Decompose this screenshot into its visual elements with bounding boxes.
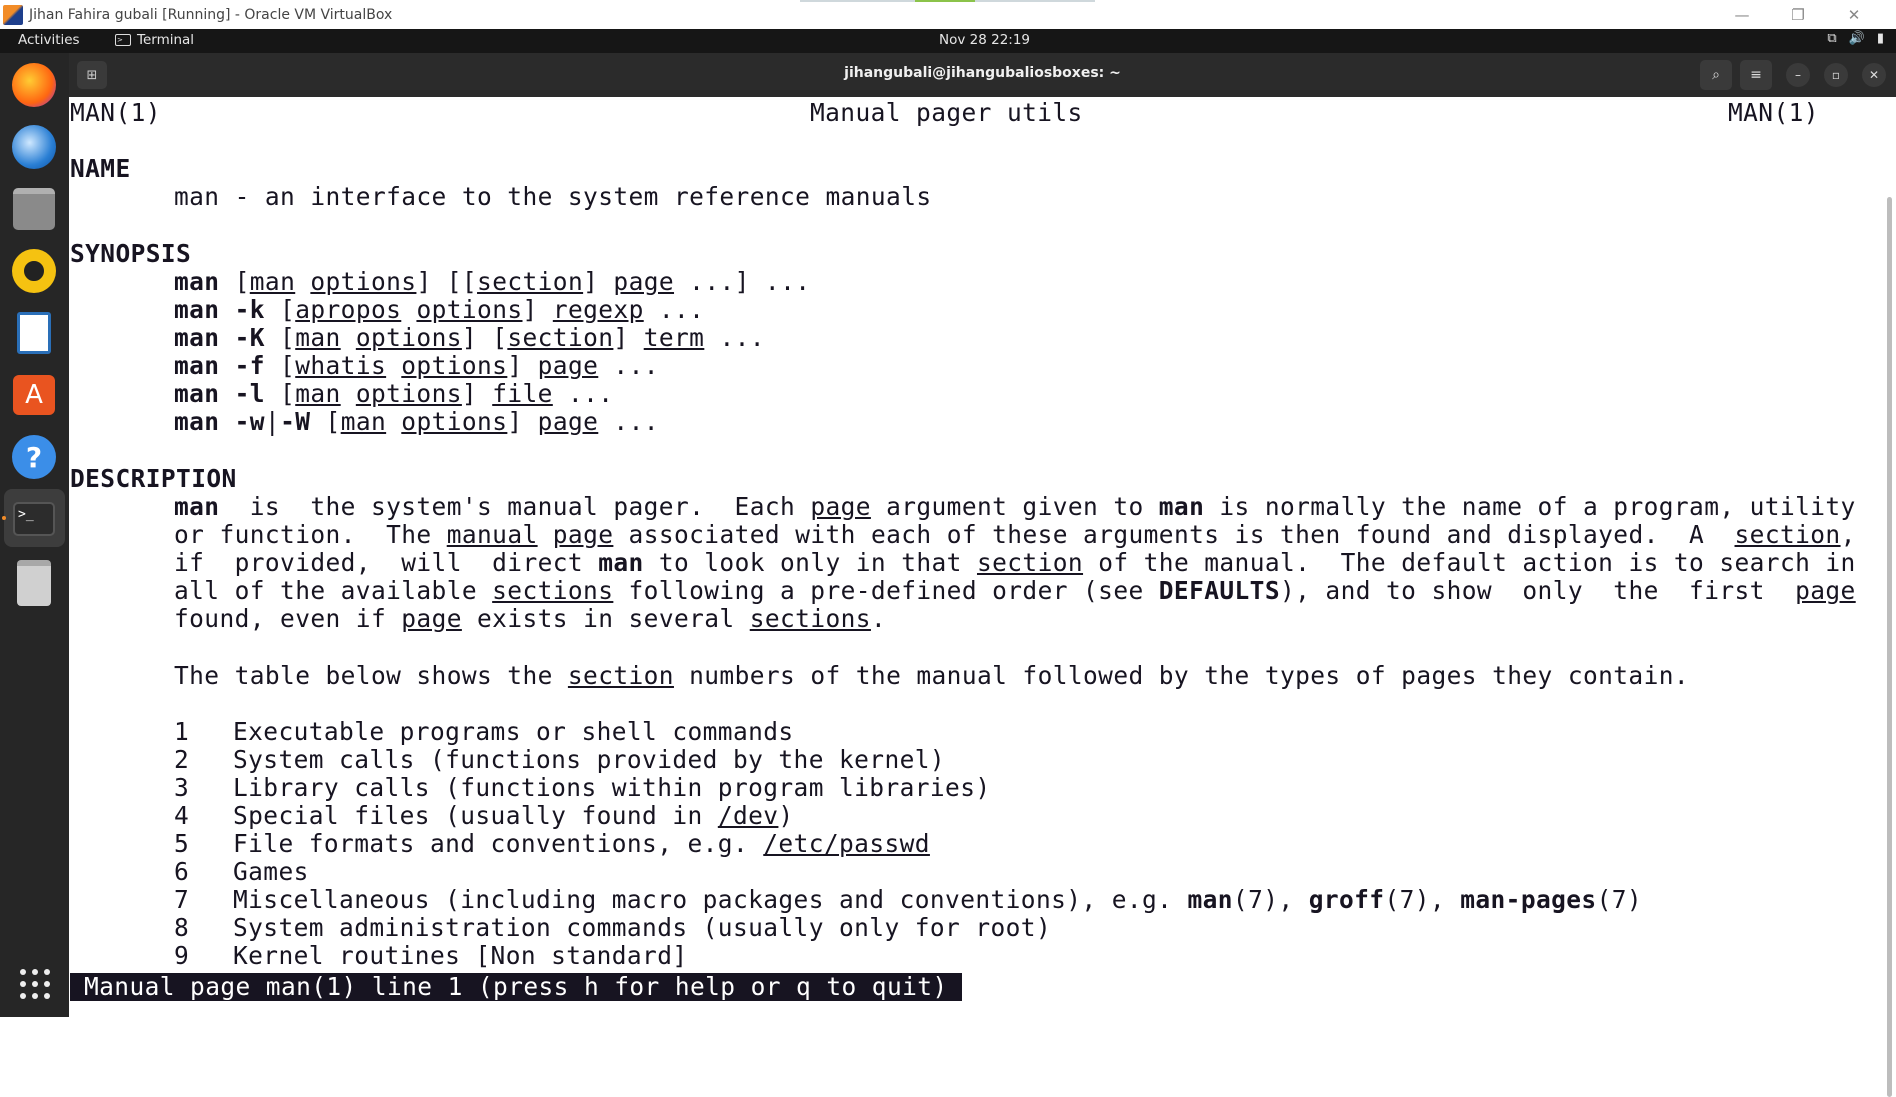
virtualbox-logo-icon [3, 5, 23, 25]
terminal-header-bar [69, 53, 1896, 97]
section-description: Library calls (functions within program libraries) [233, 773, 991, 802]
section-description: File formats and conventions, e.g. /etc/passwd [233, 829, 930, 858]
clock[interactable]: Nov 28 22:19 [939, 32, 1031, 48]
rhythmbox-icon[interactable] [10, 247, 58, 295]
section-number: 3 [174, 773, 190, 802]
ubuntu-software-icon[interactable]: A [10, 371, 58, 419]
section-description: Games [233, 857, 309, 886]
search-button[interactable] [1700, 60, 1732, 90]
menu-button[interactable] [1740, 60, 1772, 90]
section-number: 7 [174, 885, 190, 914]
scrollbar-thumb[interactable] [1887, 197, 1892, 1097]
synopsis-line: man -w|-W [man options] page ... [174, 407, 659, 436]
synopsis-line: man -f [whatis options] page ... [174, 351, 659, 380]
description-line: all of the available sections following a pre-defined order (see DEFAULTS), and to show only the first page [174, 576, 1856, 605]
trash-icon[interactable] [10, 559, 58, 607]
running-indicator [2, 516, 6, 520]
files-icon[interactable] [10, 185, 58, 233]
section-number: 8 [174, 913, 190, 942]
synopsis-line: man -l [man options] file ... [174, 379, 614, 408]
firefox-icon[interactable] [10, 61, 58, 109]
pager-status-line: Manual page man(1) line 1 (press h for help or q to quit) [70, 973, 962, 1001]
search-icon: ⌕ [1712, 67, 1720, 83]
app-menu[interactable] [115, 32, 194, 48]
terminal-maximize-button[interactable]: ▫ [1824, 63, 1848, 87]
section-description: Executable programs or shell commands [233, 717, 794, 746]
system-tray[interactable] [1827, 31, 1884, 46]
section-number: 1 [174, 717, 190, 746]
man-header-right: MAN(1) [1728, 98, 1819, 127]
man-header-center: Manual pager utils [810, 98, 1083, 127]
description-line: man is the system's manual pager. Each page argument given to man is normally the name of a program, utility [174, 492, 1856, 521]
volume-icon: 🔊 [1848, 31, 1865, 46]
description-line: found, even if page exists in several sections. [174, 604, 887, 633]
activity-indicator-active [915, 0, 975, 2]
network-icon: ⧉ [1827, 31, 1837, 46]
man-header-left: MAN(1) [70, 98, 161, 127]
section-number: 2 [174, 745, 190, 774]
dock [0, 53, 69, 1017]
synopsis-line: man [man options] [[section] page ...] ... [174, 267, 811, 296]
section-description: Special files (usually found in /dev) [233, 801, 794, 830]
terminal-content[interactable] [69, 97, 1882, 1017]
section-description: Miscellaneous (including macro packages and conventions), e.g. man(7), groff(7), man-pages(7) [233, 885, 1643, 914]
table-intro: The table below shows the section numbers of the manual followed by the types of pages they contain. [174, 661, 1690, 690]
virtualbox-title-bar [0, 0, 1896, 30]
section-number: 5 [174, 829, 190, 858]
gnome-top-bar [0, 29, 1896, 53]
scrollbar[interactable] [1882, 97, 1896, 1017]
activities-button[interactable]: Activities [18, 32, 80, 48]
window-title: Jihan Fahira gubali [Running] - Oracle VM VirtualBox [29, 6, 393, 23]
synopsis-line: man -K [man options] [section] term ... [174, 323, 765, 352]
section-description: Kernel routines [Non standard] [233, 941, 688, 970]
show-apps-icon[interactable] [20, 969, 50, 999]
synopsis-line: man -k [apropos options] regexp ... [174, 295, 705, 324]
hamburger-icon: ≡ [1750, 67, 1762, 83]
minimize-button[interactable]: — [1734, 5, 1750, 24]
section-description: System calls (functions provided by the kernel) [233, 745, 946, 774]
libreoffice-writer-icon[interactable] [10, 309, 58, 357]
terminal-title: jihangubali@jihangubaliosboxes: ~ [844, 65, 1121, 81]
section-number: 9 [174, 941, 190, 970]
new-tab-icon: ⊞ [86, 67, 98, 83]
terminal-small-icon: > [115, 34, 131, 46]
description-line: or function. The manual page associated with each of these arguments is then found and displayed. A section, [174, 520, 1856, 549]
name-description: man - an interface to the system reference manuals [174, 182, 932, 211]
section-number: 4 [174, 801, 190, 830]
description-heading: DESCRIPTION [70, 464, 237, 493]
app-menu-label: Terminal [137, 32, 195, 48]
terminal-icon[interactable]: >_ [10, 495, 58, 543]
synopsis-heading: SYNOPSIS [70, 239, 192, 268]
terminal-minimize-button[interactable]: – [1786, 63, 1810, 87]
thunderbird-icon[interactable] [10, 123, 58, 171]
section-description: System administration commands (usually only for root) [233, 913, 1052, 942]
restore-button[interactable]: ❐ [1791, 5, 1805, 24]
section-number: 6 [174, 857, 190, 886]
close-button[interactable]: ✕ [1847, 5, 1861, 24]
name-heading: NAME [70, 154, 131, 183]
description-line: if provided, will direct man to look only in that section of the manual. The default action is to search in [174, 548, 1856, 577]
battery-icon: ▮ [1876, 31, 1884, 46]
terminal-close-button[interactable]: ✕ [1862, 63, 1886, 87]
help-icon[interactable]: ? [10, 433, 58, 481]
